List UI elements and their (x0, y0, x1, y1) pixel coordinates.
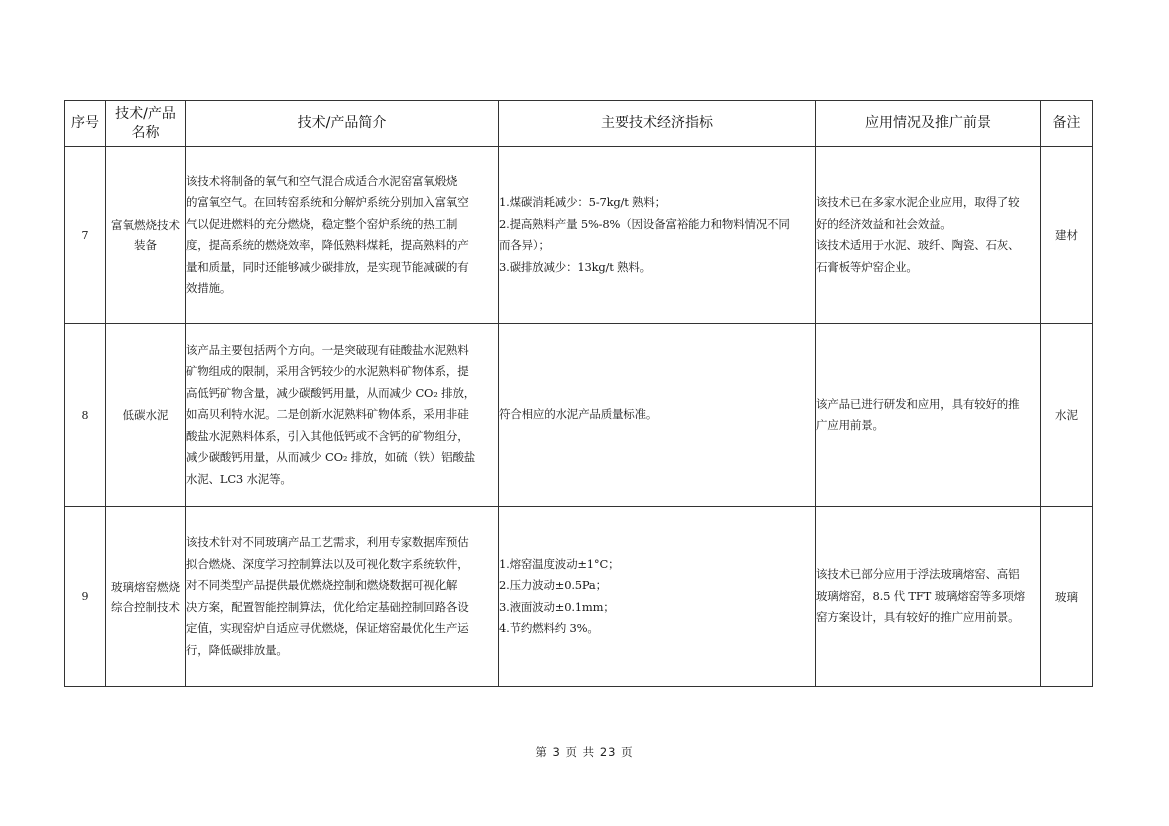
row-application (816, 147, 1041, 324)
header-name-line1: 技术/产品 (115, 105, 176, 122)
description-line: 拟合燃烧、深度学习控制算法以及可视化数字系统软件， (186, 556, 469, 571)
description-line: 酸盐水泥熟料体系，引入其他低钙或不含钙的矿物组分， (186, 428, 469, 443)
table-row (65, 507, 1093, 687)
row-seq: 7 (65, 147, 106, 324)
description-line: 该技术针对不同玻璃产品工艺需求，利用专家数据库预估 (186, 535, 469, 549)
name-line: 装备 (134, 238, 157, 252)
name-line: 低碳水泥 (122, 408, 169, 422)
header-indicators: 主要技术经济指标 (499, 101, 816, 147)
application-line: 石膏板等炉窑企业。 (816, 259, 918, 274)
application-line: 该技术已在多家水泥企业应用，取得了较 (816, 195, 1020, 209)
description-line: 度，提高系统的燃烧效率，降低熟料煤耗，提高熟料的产 (186, 238, 469, 252)
row-indicators (499, 507, 816, 687)
row-name (106, 324, 186, 507)
description-line: 减少碳酸钙用量，从而减少 CO₂ 排放，如硫（铁）铝酸盐 (186, 450, 476, 465)
application-line: 该技术已部分应用于浮法玻璃熔窑、高铝 (816, 567, 1020, 582)
row-note: 水泥 (1041, 324, 1093, 507)
row-note: 玻璃 (1041, 507, 1093, 687)
footer-suffix: 页 (621, 745, 634, 759)
indicator-line: 3.碳排放减少：13kg/t 熟料。 (499, 259, 651, 274)
indicator-line: 而各异）； (499, 238, 550, 252)
footer-mid: 页 共 (565, 745, 596, 759)
row-note: 建材 (1041, 147, 1093, 324)
page-footer (0, 744, 1169, 760)
current-page-number: 3 (552, 745, 561, 759)
row-description (186, 147, 499, 324)
application-line: 该产品已进行研发和应用，具有较好的推 (816, 396, 1020, 411)
application-line: 广应用前景。 (816, 418, 884, 432)
description-line: 该技术将制备的氧气和空气混合成适合水泥窑富氧煅烧 (186, 173, 458, 188)
indicator-line: 1.熔窑温度波动±1°C； (499, 556, 620, 571)
description-line: 水泥、LC3 水泥等。 (186, 471, 292, 486)
header-seq: 序号 (65, 101, 106, 147)
header-desc: 技术/产品简介 (186, 101, 499, 147)
description-line: 定值，实现窑炉自适应寻优燃烧，保证熔窑最优化生产运 (186, 621, 469, 635)
description-line: 的富氧空气。在回转窑系统和分解炉系统分别加入富氧空 (186, 195, 469, 209)
name-line: 玻璃熔窑燃烧 (111, 579, 180, 594)
row-indicators (499, 147, 816, 324)
description-line: 效措施。 (186, 281, 232, 295)
application-line: 窑方案设计，具有较好的推广应用前景。 (816, 610, 1020, 625)
row-seq: 9 (65, 507, 106, 687)
footer-prefix: 第 (535, 745, 548, 759)
indicator-line: 1.煤碳消耗减少：5-7kg/t 熟料； (499, 195, 666, 209)
description-line: 气以促进燃料的充分燃烧，稳定整个窑炉系统的热工制 (186, 216, 458, 231)
row-description (186, 324, 499, 507)
indicator-line: 4.节约燃料约 3%。 (499, 621, 599, 635)
application-line: 该技术适用于水泥、玻纤、陶瓷、石灰、 (816, 238, 1020, 252)
indicator-line: 符合相应的水泥产品质量标准。 (499, 407, 658, 422)
header-name (106, 101, 186, 147)
header-note: 备注 (1041, 101, 1093, 147)
table-row (65, 324, 1093, 507)
name-line: 综合控制技术 (111, 599, 180, 614)
header-application: 应用情况及推广前景 (816, 101, 1041, 147)
name-line: 富氧燃烧技术 (111, 218, 180, 232)
row-name (106, 147, 186, 324)
description-line: 该产品主要包括两个方向。一是突破现有硅酸盐水泥熟料 (186, 342, 469, 357)
technology-table (64, 100, 1093, 687)
row-description (186, 507, 499, 687)
description-line: 决方案，配置智能控制算法，优化给定基础控制回路各设 (186, 599, 469, 614)
row-application (816, 324, 1041, 507)
application-line: 玻璃熔窑，8.5 代 TFT 玻璃熔窑等多项熔 (816, 588, 1025, 603)
row-application (816, 507, 1041, 687)
row-name (106, 507, 186, 687)
application-line: 好的经济效益和社会效益。 (816, 216, 952, 231)
row-indicators (499, 324, 816, 507)
description-line: 量和质量，同时还能够减少碳排放，是实现节能减碳的有 (186, 259, 469, 274)
description-line: 高低钙矿物含量，减少碳酸钙用量，从而减少 CO₂ 排放， (186, 385, 476, 400)
header-row (65, 101, 1093, 147)
indicator-line: 3.液面波动±0.1mm； (499, 599, 615, 614)
header-name-line2: 名称 (131, 124, 160, 141)
indicator-line: 2.提高熟料产量 5%-8%（因设备富裕能力和物料情况不同 (499, 216, 790, 231)
description-line: 如高贝利特水泥。二是创新水泥熟料矿物体系，采用非硅 (186, 407, 469, 422)
description-line: 矿物组成的限制，采用含钙较少的水泥熟料矿物体系，提 (186, 364, 469, 379)
indicator-line: 2.压力波动±0.5Pa； (499, 578, 607, 592)
description-line: 对不同类型产品提供最优燃烧控制和燃烧数据可视化解 (186, 578, 458, 592)
row-seq: 8 (65, 324, 106, 507)
description-line: 行，降低碳排放量。 (186, 642, 288, 657)
total-pages-number: 23 (599, 745, 617, 759)
table-row (65, 147, 1093, 324)
